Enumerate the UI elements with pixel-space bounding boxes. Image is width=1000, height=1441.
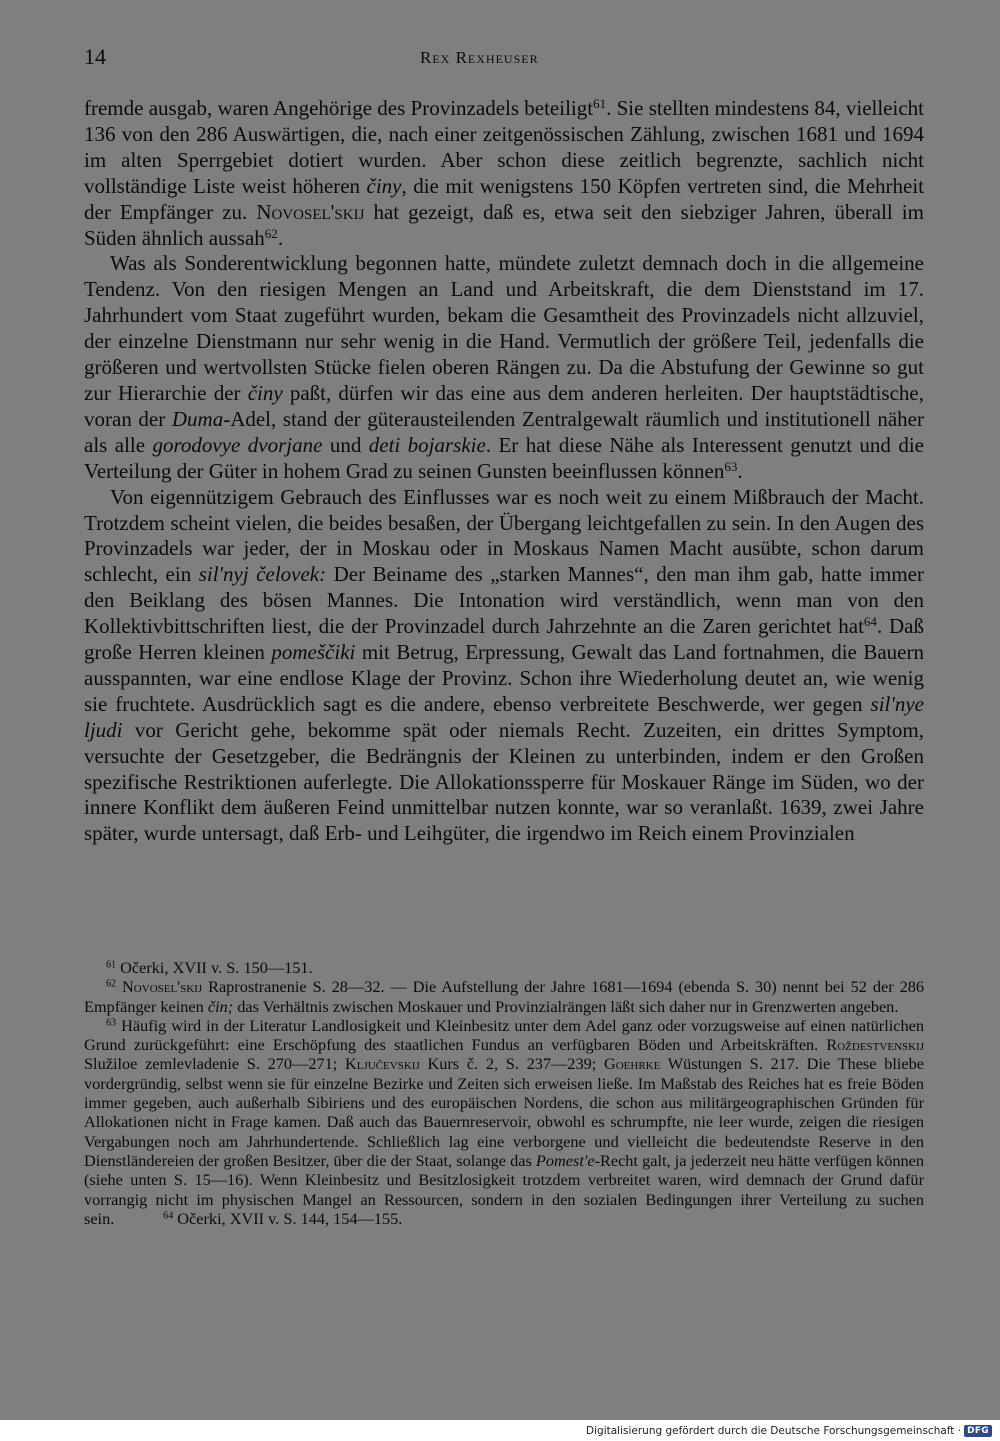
text-run: .: [737, 458, 743, 483]
body-text: [84, 96, 924, 847]
text-run: . Daß große Herren kleinen: [84, 614, 924, 665]
text-run: .: [277, 225, 284, 250]
footnote-number: 62: [106, 978, 117, 990]
text-run: paßt, dürfen wir das eine aus dem anderen herleiten. Der hauptstädtische, voran der: [84, 380, 925, 431]
text-run: hat gezeigt, daß es, etwa seit den siebziger Jahren, überall im Süden ähnlich aussah: [84, 199, 924, 250]
italic-term: Pomest'e: [535, 1150, 595, 1170]
footnote-text: Raprostranenie S. 28—32. — Die Aufstellung der Jahre 1681—1694 (ebenda S. 30) nennt bei 52 der 286 Empfänger keinen: [84, 977, 924, 1016]
page-number: 14: [84, 44, 106, 69]
text-run: Der Beiname des „starken Mannes“, den man ihm gab, hatte immer den Beiklang des bösen Mannes. Die Intonation wird verständlich, wenn man von den Kollektivbittschriften liest, die der Provinzadel durch Jahrzehnte an die Zaren gerichtet hat: [84, 562, 925, 639]
footnote-text: das Verhältnis zwischen Moskauer und Provinzialrängen läßt sich daher nur in Grenzwerten angeben.: [233, 996, 899, 1016]
footnote-text: Wüstungen S. 217. Die These bliebe vordergründig, selbst wenn sie für einzelne Bezirke und Zeiten sich erweisen ließe. Im Maßstab des Reiches hat es freie Böden immer gegeben, auch außerhalb Sibiriens und des europäischen Nordens, die schon aus militärgeographischen Gründen für Allokationen nicht in Frage kamen. Daß auch das Bauernreservoir, obwohl es schrumpfte, nie leer wurde, zeigen die riesigen Vergabungen noch am Jahrhundertende. Schließlich lag eine verborgene und vielleicht die bedeutendste Reserve in den Dienstländereien der großen Besitzer, über die der Staat, solange das: [84, 1054, 924, 1170]
footnote-64: [163, 1209, 402, 1228]
footnote-number: 63: [106, 1017, 117, 1029]
footnote-ref-63: 63: [724, 458, 738, 474]
credit-text: Digitalisierung gefördert durch die Deutsche Forschungsgemeinschaft ·: [586, 1425, 962, 1437]
italic-term: činy: [366, 173, 402, 198]
text-run: -Adel, stand der güterausteilenden Zentralgewalt räumlich und institutionell näher als alle: [84, 406, 924, 457]
text-run: vor Gericht gehe, bekomme spät oder niemals Recht. Zuzeiten, ein drittes Symptom, versuchte der Gesetzgeber, die Bedrängnis der Kleinen zu unterbinden, indem er den Großen spezifische Restriktionen auferlegte. Die Allokationssperre für Moskauer Ränge im Süden, wo der innere Konflikt dem äußeren Feind unmittelbar nutzen konnte, war so veranlaßt. 1639, zwei Jahre später, wurde untersagt, daß Erb- und Leihgüter, die irgendwo im Reich einem Provinzialen: [84, 717, 924, 846]
author-name: Roždestvenskij: [826, 1035, 924, 1055]
footnote-61: [84, 958, 924, 977]
footnote-ref-61: 61: [593, 95, 607, 111]
text-run: . Sie stellten mindestens 84, vielleicht 136 von den 286 Auswärtigen, die, nach einer zeitgenössischen Zählung, zwischen 1681 und 1694 im alten Sperrgebiet dotiert wurden. Aber schon diese zeitlich begrenzte, sachlich nicht vollständige Liste weist höheren: [84, 96, 924, 198]
italic-term: sil'nye ljudi: [84, 691, 924, 742]
digitization-credit: [586, 1423, 992, 1439]
footnote-text: Kurs č. 2, S. 237—239;: [419, 1054, 604, 1074]
running-head: Rex Rexheuser: [420, 48, 539, 67]
footnote-62: [84, 977, 924, 1016]
italic-term: deti bojarskie: [368, 432, 486, 457]
author-name: Novosel'skij: [122, 977, 203, 997]
footnote-number: 64: [163, 1210, 174, 1222]
paragraph-3: [84, 485, 924, 848]
text-run: Was als Sonderentwicklung begonnen hatte, mündete zuletzt demnach doch in die allgemeine Tendenz. Von den riesigen Mengen an Land und Arbeitskraft, die dem Dienststand im 17. Jahrhundert vom Staat zugeführt wurden, bekam die Gesamtheit des Provinzadels nicht allzuviel, der einzelne Dienstmann nur sehr wenig in die Hand. Vermutlich der größere Teil, jedenfalls die größeren und wertvollsten Stücke fielen oberen Rängen zu. Da die Abstufung der Gewinne so gut zur Hierarchie der: [84, 251, 924, 405]
footnote-ref-62: 62: [264, 225, 278, 241]
paragraph-1: [84, 96, 924, 251]
text-run: , die mit wenigstens 150 Köpfen vertreten sind, die Mehrheit der Empfänger zu.: [84, 173, 924, 224]
italic-term: činy: [247, 380, 283, 405]
author-name: Novosel'skij: [256, 199, 365, 224]
footnote-63: [84, 1016, 924, 1228]
paragraph-2: [84, 251, 924, 484]
footnote-text: -Recht galt, ja jederzeit neu hätte verfügen können (siehe unten S. 15—16). Wenn Kleinbesitz und Besitzlosigkeit trotzdem verbreitet waren, wird demnach der Grund dafür vorrangig nicht im physischen Mangel an Ressourcen, sondern in den sozialen Bedingungen ihrer Verteilung zu suchen sein.: [84, 1150, 924, 1228]
italic-term: Duma: [171, 406, 224, 431]
page-header: [84, 44, 924, 74]
italic-term: čin;: [207, 996, 234, 1016]
text-run: und: [322, 432, 369, 457]
italic-term: gorodovye dvorjane: [152, 432, 323, 457]
dfg-logo[interactable]: DFG: [964, 1425, 992, 1437]
italic-term: pomeščiki: [271, 640, 356, 665]
footnote-text: Služiloe zemlevladenie S. 270—271;: [84, 1054, 346, 1074]
footnote-ref-64: 64: [863, 613, 877, 629]
footnote-text: Očerki, XVII v. S. 144, 154—155.: [173, 1208, 403, 1228]
text-run: Von eigennützigem Gebrauch des Einflusses war es noch weit zu einem Mißbrauch der Macht. Trotzdem scheint vielen, die beides besaßen, der Übergang leichtgefallen zu sein. In den Augen des Provinzadels war jeder, der in Moskau oder in Moskaus Namen Macht ausübte, schon darum schlecht, ein: [84, 484, 924, 587]
author-name: Ključevskij: [345, 1054, 420, 1074]
text-run: mit Betrug, Erpressung, Gewalt das Land fortnahmen, die Bauern ausspannten, war eine endlose Klage der Provinz. Schon ihre Wiederholung deutet an, wie wenig sie fruchtete. Ausdrücklich sagt es die andere, ebenso verbreitete Beschwerde, wer gegen: [84, 640, 924, 716]
footnote-text: Häufig wird in der Literatur Landlosigkeit und Kleinbesitz unter dem Adel ganz oder vorzugsweise auf einen natürlichen Grund zurückgeführt: eine Erschöpfung des staatlichen Fundus an verfügbaren Böden und Arbeitskräften.: [84, 1015, 924, 1055]
footnote-text: Očerki, XVII v. S. 150—151.: [116, 958, 313, 977]
italic-term: sil'nyj čelovek:: [198, 562, 327, 587]
footnotes: [84, 958, 924, 1228]
author-name: Goehrke: [603, 1054, 661, 1074]
footnote-number: 61: [106, 959, 117, 971]
text-run: fremde ausgab, waren Angehörige des Provinzadels beteiligt: [84, 96, 594, 120]
text-run: . Er hat diese Nähe als Interessent genutzt und die Verteilung der Güter in hohem Grad zu seinen Gunsten beeinflussen können: [84, 432, 925, 483]
